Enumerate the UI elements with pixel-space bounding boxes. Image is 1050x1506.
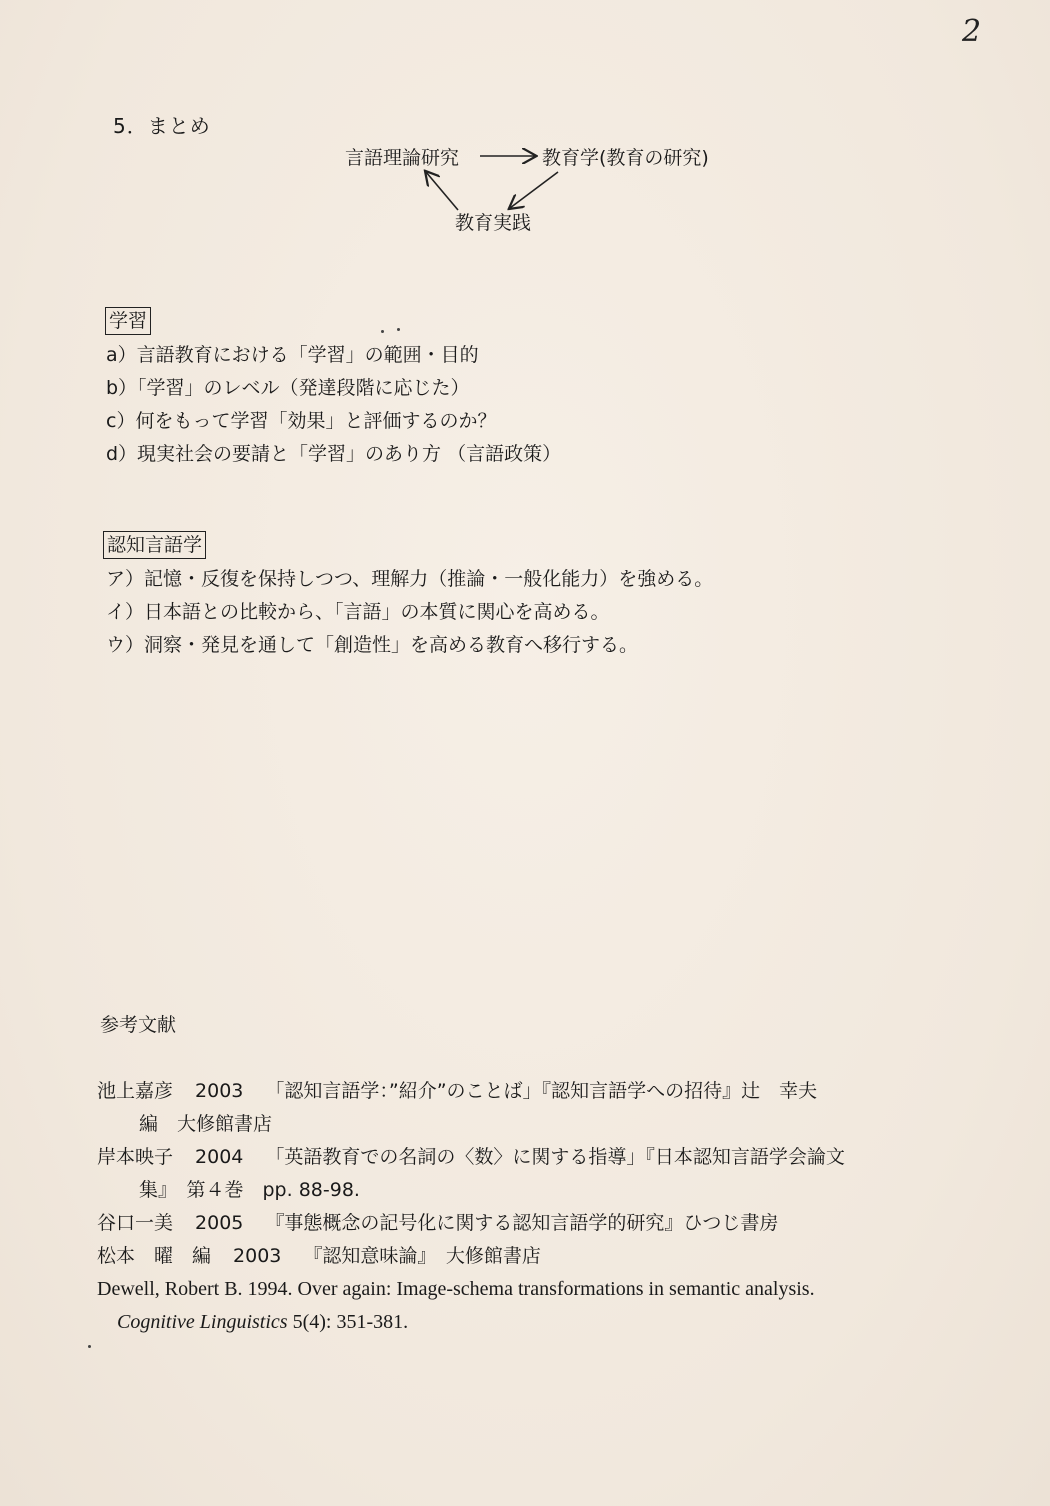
list-item: a）言語教育における「学習」の範囲・目的 xyxy=(106,344,479,366)
learning-list xyxy=(106,339,561,471)
scan-speck xyxy=(397,328,400,331)
relationship-diagram xyxy=(330,138,750,238)
reference-entry xyxy=(97,1141,927,1174)
arrow-education-to-practice xyxy=(510,172,558,208)
list-item: d）現実社会の要請と「学習」のあり方 （言語政策） xyxy=(106,443,562,465)
scan-speck xyxy=(88,1345,91,1348)
ref-continuation: 編 大修館書店 xyxy=(139,1113,273,1135)
page-number: 2 xyxy=(962,14,982,49)
ref-author: 池上嘉彦 xyxy=(97,1080,174,1102)
ref-continuation: 集』 第４巻 pp. 88-98. xyxy=(139,1179,360,1201)
reference-entry xyxy=(97,1075,927,1108)
ref-continuation xyxy=(97,1306,927,1339)
list-item: c）何をもって学習「効果」と評価するのか？ xyxy=(106,410,497,432)
ref-journal: Cognitive Linguistics xyxy=(117,1311,288,1333)
node-practice: 教育実践 xyxy=(455,212,532,234)
reference-entry xyxy=(97,1207,927,1240)
ref-year: 2004 xyxy=(195,1146,244,1168)
cognitive-list xyxy=(106,563,713,662)
cognitive-linguistics-heading: 認知言語学 xyxy=(103,531,206,559)
node-language-theory: 言語理論研究 xyxy=(345,147,460,169)
ref-author: 谷口一美 xyxy=(97,1212,174,1234)
section-title: 5．まとめ xyxy=(113,114,211,138)
list-item: b）「学習」のレベル（発達段階に応じた） xyxy=(106,377,470,399)
ref-year: 2003 xyxy=(233,1245,282,1267)
learning-heading: 学習 xyxy=(105,307,151,335)
ref-year: 2005 xyxy=(195,1212,244,1234)
ref-title: 『事態概念の記号化に関する認知言語学的研究』ひつじ書房 xyxy=(265,1212,779,1234)
list-item: ウ）洞察・発見を通して「創造性」を高める教育へ移行する。 xyxy=(106,634,639,656)
references-heading: 参考文献 xyxy=(100,1014,177,1036)
ref-author: 岸本映子 xyxy=(97,1146,174,1168)
reference-entry xyxy=(97,1240,927,1273)
ref-title: 『認知意味論』 大修館書店 xyxy=(303,1245,541,1267)
scan-speck xyxy=(381,330,384,333)
ref-title: 「認知言語学：”紹介”のことば」『認知言語学への招待』辻 幸夫 xyxy=(265,1080,818,1102)
ref-year: 2003 xyxy=(195,1080,244,1102)
ref-title: 「英語教育での名詞の〈数〉に関する指導」『日本認知言語学会論文 xyxy=(265,1146,845,1168)
references-list xyxy=(97,1075,927,1339)
list-item: イ）日本語との比較から、「言語」の本質に関心を高める。 xyxy=(106,601,610,623)
node-pedagogy: 教育学(教育の研究) xyxy=(542,147,709,169)
arrow-practice-to-theory xyxy=(426,172,458,210)
reference-entry-english: Dewell, Robert B. 1994. Over again: Image-schema transformations in semantic analysis. xyxy=(97,1278,815,1300)
ref-author: 松本 曜 編 xyxy=(97,1245,212,1267)
ref-volume-pages: 5(4): 351-381. xyxy=(287,1311,409,1333)
list-item: ア）記憶・反復を保持しつつ、理解力（推論・一般化能力）を強める。 xyxy=(106,568,714,590)
